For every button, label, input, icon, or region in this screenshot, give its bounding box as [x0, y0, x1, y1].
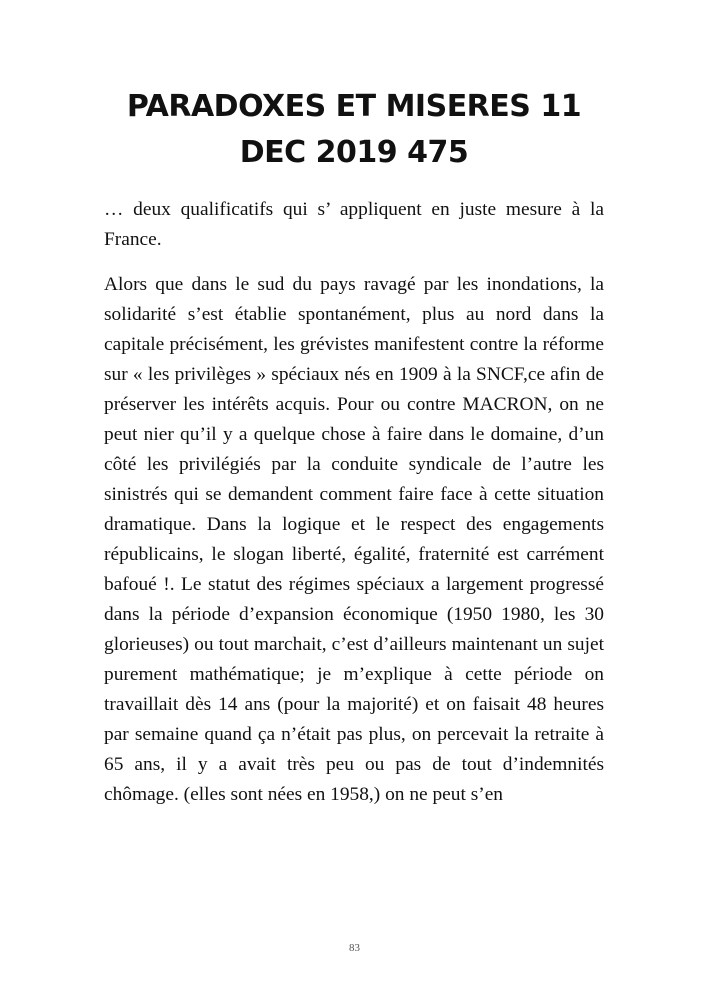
page-title	[104, 84, 604, 176]
page-title-line-1: PARADOXES ET MISERES 11	[126, 89, 582, 124]
page-number: 83	[349, 942, 360, 954]
paragraph: Alors que dans le sud du pays ravagé par les inondations, la solidarité s’est établie spontanément, plus au nord dans la capitale précisément, les grévistes manifestent contre la réforme sur « les privilèges » spéciaux nés en 1909 à la SNCF,ce afin de préserver les intérêts acquis. Pour ou contre MACRON, on ne peut nier qu’il y a quelque chose à faire dans le domaine, d’un côté les privilégiés par la conduite syndicale de l’autre les sinistrés qui se demandent comment faire face à cette situation dramatique. Dans la logique et le respect des engagements républicains, le slogan liberté, égalité, fraternité est carrément bafoué !. Le statut des régimes spéciaux a largement progressé dans la période d’expansion économique (1950 1980, les 30 glorieuses) ou tout marchait, c’est d’ailleurs maintenant un sujet purement mathématique; je m’explique à cette période on travaillait dès 14 ans (pour la majorité) et on faisait 48 heures par semaine quand ça n’était pas plus, on percevait la retraite à 65 ans, il y a avait très peu ou pas de tout d’indemnités chômage. (elles sont nées en 1958,) on ne peut s’en	[104, 274, 604, 805]
body-text	[104, 195, 604, 825]
page-title-line-2: DEC 2019 475	[239, 135, 469, 170]
paragraph: … deux qualificatifs qui s’ appliquent en juste mesure à la France.	[104, 199, 604, 250]
